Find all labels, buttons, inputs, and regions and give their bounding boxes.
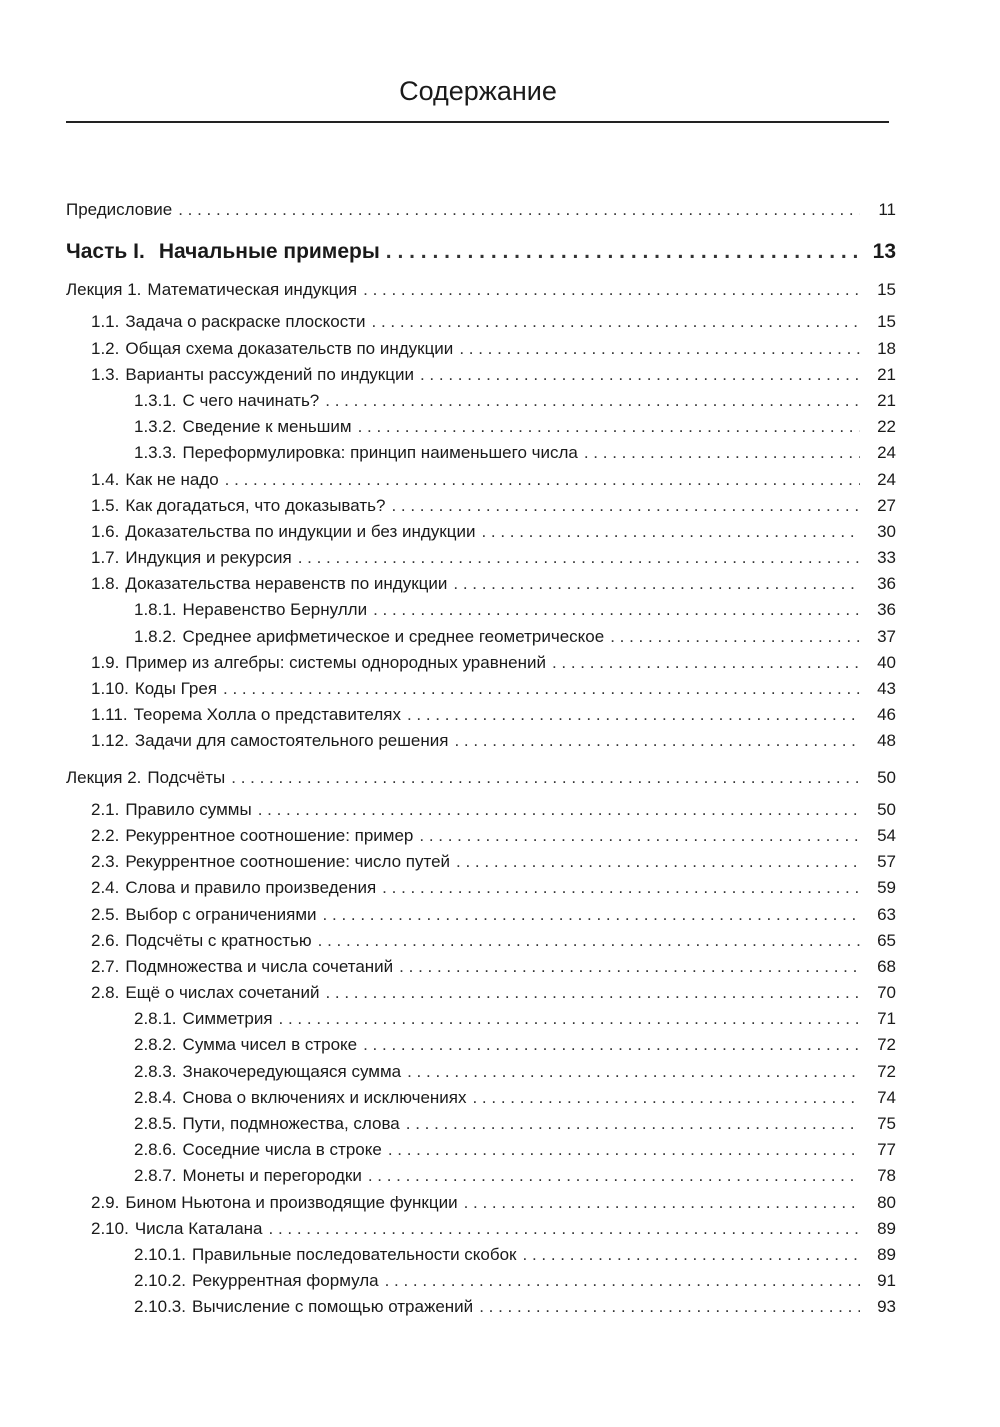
toc-entry-label (91, 800, 252, 820)
dot-leader (382, 878, 860, 898)
toc-entry-label (134, 1271, 379, 1291)
toc-page-number: 89 (877, 1218, 896, 1238)
toc-entry-label (134, 1114, 400, 1134)
toc-page-number: 11 (878, 200, 896, 219)
toc-entry-label (91, 705, 401, 725)
toc-entry-title: Пути, подмножества, слова (182, 1114, 400, 1133)
toc-page-number: 65 (877, 930, 896, 950)
toc-entry[interactable] (66, 312, 896, 338)
toc-page-number: 22 (877, 417, 896, 437)
toc-entry[interactable] (66, 983, 896, 1009)
toc-entry-label (134, 627, 604, 647)
toc-entry-number: 1.8.2. (134, 626, 177, 646)
toc-entry-label (66, 200, 172, 220)
toc-entry-label (91, 1219, 263, 1239)
toc-entry-label (91, 470, 219, 490)
toc-entry-number: 1.11. (91, 705, 128, 725)
dot-leader (456, 852, 860, 872)
dot-leader (318, 931, 860, 951)
toc-entry-title: Задача о раскраске плоскости (125, 312, 366, 332)
toc-page-number: 93 (877, 1297, 896, 1317)
dot-leader (420, 365, 860, 385)
toc-entry-number: 1.9. (91, 652, 120, 672)
toc-entry-number: 1.7. (91, 548, 120, 568)
toc-entry-number: 2.4. (91, 878, 120, 898)
toc-entry-title: Правило суммы (125, 799, 252, 819)
dot-leader (464, 1193, 860, 1213)
toc-entry-title: Теорема Холла о представителях (133, 705, 401, 725)
toc-entry[interactable] (66, 931, 896, 957)
toc-entry[interactable] (66, 627, 896, 653)
toc-entry-label (134, 1035, 357, 1055)
toc-entry[interactable] (66, 1088, 896, 1114)
toc-entry-label (91, 957, 393, 977)
toc-entry-label (91, 679, 217, 699)
toc-entry-number: 1.8.1. (134, 600, 177, 620)
toc-entry-number: 1.3.1. (134, 390, 177, 410)
toc-entry-title: Подмножества и числа сочетаний (125, 956, 394, 976)
dot-leader (407, 705, 860, 725)
toc-entry-number: 2.6. (91, 930, 120, 950)
toc-entry[interactable] (66, 852, 896, 878)
toc-page-number: 43 (877, 679, 896, 698)
toc-entry-label (66, 768, 225, 788)
toc-entry[interactable] (66, 878, 896, 904)
toc-entry-label (91, 548, 292, 568)
toc-entry-label (134, 1297, 473, 1317)
toc-entry-label (91, 731, 448, 751)
toc-entry-title: Подсчёты (147, 767, 226, 787)
dot-leader (258, 800, 860, 820)
toc-entry-label (91, 312, 366, 332)
toc-entry-label (91, 878, 376, 898)
toc-entry-title: Рекуррентная формула (192, 1271, 379, 1291)
toc-entry-title: Доказательства по индукции и без индукции (125, 521, 476, 541)
toc-page-number: 21 (877, 364, 896, 384)
toc-entry-title: Переформулировка: принцип наименьшего числа (182, 443, 578, 463)
toc-entry[interactable] (66, 200, 896, 226)
toc-entry-title: Пример из алгебры: системы однородных уравнений (125, 652, 546, 672)
toc-page-number: 50 (877, 767, 896, 787)
toc-page-number: 36 (877, 574, 896, 594)
toc-entry-number: 2.2. (91, 825, 120, 845)
dot-leader (407, 1062, 860, 1082)
toc-entry-number: 1.6. (91, 521, 120, 541)
toc-entry[interactable] (66, 731, 896, 757)
toc-entry-title: Задачи для самостоятельного решения (134, 731, 449, 751)
toc-entry-number: 2.10.3. (134, 1297, 186, 1317)
toc-entry-label (91, 931, 312, 951)
dot-leader (358, 417, 860, 437)
toc-page-number: 72 (877, 1035, 896, 1055)
toc-entry-label (134, 1166, 362, 1186)
table-of-contents (66, 200, 896, 1324)
toc-entry-title: Монеты и перегородки (182, 1166, 362, 1186)
toc-page-number: 68 (877, 956, 896, 976)
toc-entry[interactable] (66, 417, 896, 443)
dot-leader (453, 574, 860, 594)
toc-page-number: 15 (877, 280, 896, 300)
toc-entry-title: Числа Каталана (134, 1218, 263, 1238)
toc-entry-label (91, 905, 317, 925)
dot-leader (269, 1219, 861, 1239)
toc-page-number: 30 (877, 521, 896, 541)
toc-entry-number: 2.8.7. (134, 1166, 177, 1186)
toc-entry[interactable] (66, 339, 896, 365)
toc-page-number: 36 (877, 600, 896, 620)
toc-entry-title: Среднее арифметическое и среднее геометрическое (182, 626, 605, 646)
toc-page-number: 89 (877, 1244, 896, 1264)
toc-entry-label (91, 852, 450, 872)
toc-entry-number: 2.9. (91, 1192, 120, 1212)
toc-entry[interactable] (66, 365, 896, 391)
dot-leader (479, 1297, 860, 1317)
dot-leader (481, 522, 860, 542)
toc-entry-number: 1.10. (91, 679, 129, 698)
toc-entry-number: 1.4. (91, 469, 120, 489)
toc-page-number: 15 (877, 312, 896, 332)
dot-leader (610, 627, 860, 647)
toc-entry-label (91, 653, 546, 673)
dot-leader (385, 1271, 860, 1291)
toc-entry-label (91, 522, 475, 542)
toc-entry-title: Как не надо (125, 469, 219, 489)
toc-page-number: 80 (877, 1192, 896, 1212)
dot-leader (552, 653, 860, 673)
toc-entry[interactable] (66, 1245, 896, 1271)
dot-leader (368, 1166, 860, 1186)
title-rule (66, 121, 889, 123)
toc-entry[interactable] (66, 826, 896, 852)
dot-leader (225, 470, 860, 490)
toc-entry-title: Ещё о числах сочетаний (125, 983, 320, 1003)
toc-entry[interactable] (66, 1062, 896, 1088)
toc-entry-title: Бином Ньютона и производящие функции (125, 1192, 458, 1212)
toc-entry-label (134, 1088, 466, 1108)
toc-entry-title: Доказательства неравенств по индукции (125, 574, 448, 594)
toc-entry-title: Рекуррентное соотношение: пример (125, 825, 414, 845)
toc-entry-title: Коды Грея (134, 679, 218, 698)
toc-entry[interactable] (66, 800, 896, 826)
toc-entry-number: 1.5. (91, 495, 120, 515)
toc-entry-label (91, 339, 453, 359)
toc-entry-title: Варианты рассуждений по индукции (125, 364, 414, 384)
toc-page-number: 50 (877, 799, 896, 819)
toc-entry-number: 1.2. (91, 338, 120, 358)
toc-page-number: 18 (877, 338, 896, 358)
dot-leader (472, 1088, 860, 1108)
toc-entry[interactable] (66, 574, 896, 600)
toc-entry-number: 2.3. (91, 852, 120, 872)
dot-leader (388, 1140, 860, 1160)
dot-leader (279, 1009, 860, 1029)
toc-entry-title: Знакочередующаяся сумма (182, 1061, 402, 1081)
toc-entry-number: 2.8.2. (134, 1035, 177, 1055)
toc-entry-number: Часть I. (66, 240, 145, 264)
toc-page-number: 75 (877, 1114, 896, 1133)
dot-leader (373, 600, 860, 620)
toc-entry-label (134, 391, 319, 411)
toc-entry-title: Рекуррентное соотношение: число путей (125, 852, 451, 872)
toc-entry-label (91, 496, 385, 516)
dot-leader (406, 1114, 860, 1134)
dot-leader (419, 826, 860, 846)
dot-leader (372, 312, 861, 332)
toc-page-number: 33 (877, 548, 896, 568)
toc-entry[interactable] (66, 653, 896, 679)
toc-entry[interactable] (66, 1193, 896, 1219)
dot-leader (399, 957, 860, 977)
toc-entry[interactable] (66, 957, 896, 983)
toc-entry-title: Сведение к меньшим (182, 417, 352, 437)
dot-leader (523, 1245, 861, 1265)
dot-leader (325, 391, 860, 411)
toc-entry-title: С чего начинать? (182, 390, 320, 410)
toc-page-number: 71 (877, 1009, 896, 1029)
toc-entry[interactable] (66, 548, 896, 574)
toc-entry-label (134, 417, 352, 437)
toc-page-number: 40 (877, 652, 896, 672)
toc-entry[interactable] (66, 1009, 896, 1035)
toc-page-number: 91 (877, 1271, 896, 1291)
toc-entry-number: Лекция 2. (66, 767, 142, 787)
toc-entry[interactable] (66, 600, 896, 626)
toc-entry[interactable] (66, 443, 896, 469)
toc-entry-number: 1.3.2. (134, 417, 177, 437)
dot-leader (391, 496, 860, 516)
toc-entry-title: Сумма чисел в строке (182, 1035, 358, 1055)
toc-entry-label (134, 1140, 382, 1160)
dot-leader (223, 679, 860, 699)
toc-entry[interactable] (66, 705, 896, 731)
dot-leader (454, 731, 860, 751)
toc-entry-number: 2.1. (91, 799, 120, 819)
toc-entry-label (134, 600, 367, 620)
toc-page-number: 21 (877, 390, 896, 410)
dot-leader (231, 768, 860, 788)
toc-entry-label (66, 280, 357, 300)
toc-entry-label (91, 574, 447, 594)
toc-entry[interactable] (66, 240, 896, 270)
toc-page-number: 24 (877, 469, 896, 489)
toc-entry-title: Как догадаться, что доказывать? (125, 495, 386, 515)
toc-page-number: 77 (877, 1140, 896, 1160)
toc-entry-label (134, 1062, 401, 1082)
toc-page-number: 37 (877, 626, 896, 646)
toc-entry-number: 2.8. (91, 983, 120, 1003)
dot-leader (323, 905, 860, 925)
toc-entry[interactable] (66, 1219, 896, 1245)
toc-entry-label (91, 365, 414, 385)
toc-entry[interactable] (66, 679, 896, 705)
toc-entry[interactable] (66, 1166, 896, 1192)
toc-page-number: 57 (877, 852, 896, 872)
toc-entry-title: Симметрия (182, 1009, 273, 1029)
toc-page-number: 72 (877, 1061, 896, 1081)
toc-entry-title: Индукция и рекурсия (125, 548, 292, 568)
toc-entry-label (66, 240, 380, 264)
toc-entry-number: 2.7. (91, 956, 120, 976)
toc-entry-title: Математическая индукция (147, 280, 358, 300)
toc-entry-number: 2.8.3. (134, 1061, 177, 1081)
toc-page-number: 46 (877, 705, 896, 725)
toc-entry-label (91, 1193, 458, 1213)
toc-entry-number: 2.10. (91, 1218, 129, 1238)
toc-entry-number: 1.1. (91, 312, 120, 332)
toc-page-number: 74 (877, 1087, 896, 1107)
toc-page-number: 70 (877, 983, 896, 1003)
toc-entry[interactable] (66, 1114, 896, 1140)
dot-leader (363, 280, 860, 300)
toc-entry[interactable] (66, 1140, 896, 1166)
toc-entry[interactable] (66, 768, 896, 794)
toc-entry-title: Слова и правило произведения (125, 878, 377, 898)
toc-entry-title: Предисловие (66, 200, 173, 219)
toc-entry-label (134, 443, 578, 463)
dot-leader (178, 200, 860, 220)
toc-entry-number: 2.8.5. (134, 1114, 177, 1133)
toc-page-number: 24 (877, 443, 896, 463)
toc-entry-label (134, 1245, 517, 1265)
toc-entry-number: 2.5. (91, 904, 120, 924)
toc-entry-title: Начальные примеры (158, 240, 380, 264)
toc-entry-label (91, 983, 319, 1003)
toc-entry[interactable] (66, 470, 896, 496)
toc-entry-number: Лекция 1. (66, 280, 142, 300)
toc-entry[interactable] (66, 905, 896, 931)
toc-page-number: 48 (877, 731, 896, 751)
toc-entry[interactable] (66, 1271, 896, 1297)
toc-entry-number: 2.10.1. (134, 1244, 186, 1264)
toc-entry-title: Правильные последовательности скобок (192, 1244, 517, 1264)
dot-leader (325, 983, 860, 1003)
toc-entry-number: 2.10.2. (134, 1271, 186, 1291)
dot-leader (386, 240, 860, 264)
toc-entry[interactable] (66, 522, 896, 548)
toc-page-number: 54 (877, 825, 896, 845)
toc-page-number: 27 (877, 495, 896, 515)
dot-leader (459, 339, 860, 359)
toc-entry-title: Общая схема доказательств по индукции (125, 338, 454, 358)
toc-entry-number: 1.8. (91, 574, 120, 594)
toc-entry[interactable] (66, 1297, 896, 1323)
toc-entry[interactable] (66, 280, 896, 306)
toc-entry-title: Соседние числа в строке (182, 1140, 382, 1160)
toc-entry-label (134, 1009, 273, 1029)
toc-entry-number: 2.8.4. (134, 1087, 177, 1107)
toc-entry-number: 2.8.6. (134, 1140, 177, 1160)
toc-entry-title: Подсчёты с кратностью (125, 930, 312, 950)
toc-entry-label (91, 826, 413, 846)
toc-entry-number: 1.12. (91, 731, 129, 751)
toc-entry-number: 1.3. (91, 364, 120, 384)
toc-entry[interactable] (66, 1035, 896, 1061)
dot-leader (363, 1035, 860, 1055)
dot-leader (584, 443, 860, 463)
toc-entry-title: Снова о включениях и исключениях (182, 1087, 467, 1107)
toc-entry[interactable] (66, 391, 896, 417)
toc-entry-number: 2.8.1. (134, 1009, 177, 1029)
toc-page-number: 59 (877, 878, 896, 898)
toc-entry[interactable] (66, 496, 896, 522)
toc-entry-title: Вычисление с помощью отражений (192, 1297, 474, 1317)
toc-page-number: 63 (877, 904, 896, 924)
toc-entry-title: Выбор с ограничениями (125, 904, 317, 924)
toc-page-number: 78 (877, 1166, 896, 1186)
toc-entry-number: 1.3.3. (134, 443, 177, 463)
page-title: Содержание (399, 76, 557, 106)
toc-page-number: 13 (872, 240, 896, 264)
toc-entry-title: Неравенство Бернулли (182, 600, 368, 620)
dot-leader (298, 548, 860, 568)
